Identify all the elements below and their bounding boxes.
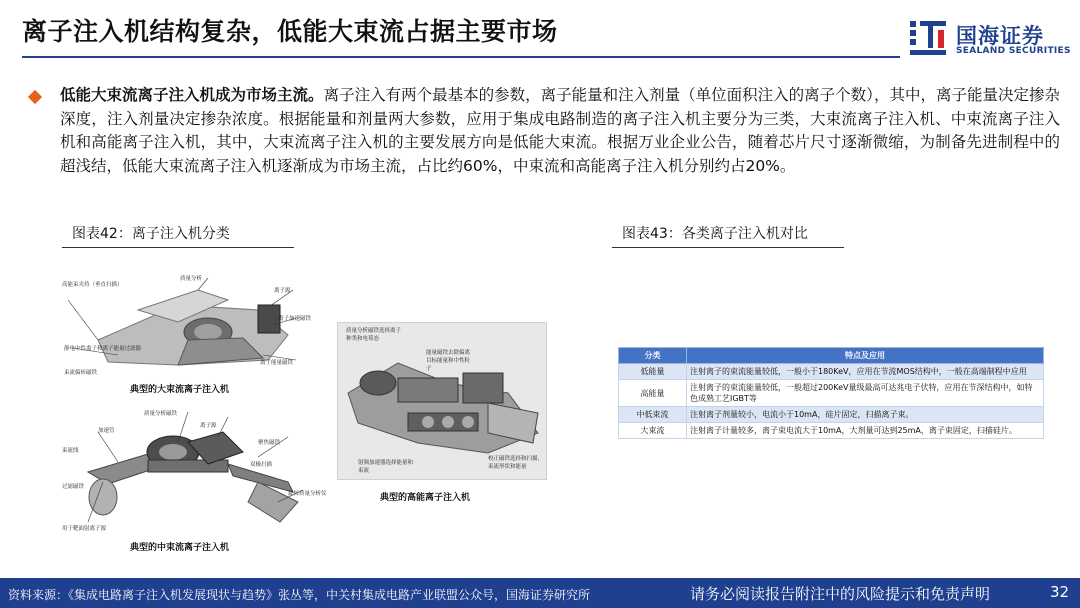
hc-label-1: 高能束夹持（垂直扫描） xyxy=(62,282,123,288)
page-number: 32 xyxy=(1050,583,1070,601)
high-energy-implanter-photo xyxy=(337,322,547,480)
mc-label-3: 离子源 xyxy=(200,423,217,429)
he-label-3: 射频加速器选择能量和束流 xyxy=(358,460,414,474)
diamond-bullet-icon xyxy=(28,90,42,104)
table-cell-category: 高能量 xyxy=(619,380,687,407)
sealand-logo-icon xyxy=(908,18,950,60)
summary-text xyxy=(60,84,1060,178)
table-header-category: 分类 xyxy=(619,348,687,364)
mc-label-6: 过滤磁铁 xyxy=(62,484,85,490)
logo-chinese-name: 国海证券 xyxy=(956,24,1044,48)
table-row xyxy=(619,380,1044,407)
hc-label-5: 静电中性离子和离子能量过滤器 xyxy=(64,346,142,352)
mc-label-8: 旋转质量分析仪 xyxy=(288,491,327,497)
logo-english-name: SEALAND SECURITIES xyxy=(956,46,1071,56)
table-cell-category: 中低束流 xyxy=(619,407,687,423)
table-cell-desc: 注射离子的束流能量较低，一般小于180KeV，应用在节流MOS结构中，一般在高端制程中应用 xyxy=(687,364,1044,380)
hc-label-7: 束流偏转磁铁 xyxy=(64,370,98,376)
figure43-caption: 图表43：各类离子注入机对比 xyxy=(622,226,808,242)
mc-label-1: 质量分析磁铁 xyxy=(144,411,178,417)
page-title: 离子注入机结构复杂，低能大束流占据主要市场 xyxy=(22,17,558,46)
he-label-4: 校正磁铁选择和扫描，束流形状和能量 xyxy=(488,456,544,470)
table-row xyxy=(619,407,1044,423)
table-row xyxy=(619,423,1044,439)
table-cell-category: 低能量 xyxy=(619,364,687,380)
mc-label-5: 聚焦磁铁 xyxy=(258,440,281,446)
footer-disclaimer: 请务必阅读报告附注中的风险提示和免责声明 xyxy=(690,585,991,603)
hc-label-3: 离子源 xyxy=(274,288,291,294)
figure42-caption-rule xyxy=(62,247,294,248)
mc-label-7: 双极扫描 xyxy=(250,462,273,468)
implanter-comparison-table xyxy=(618,347,1044,439)
summary-body: 离子注入有两个最基本的参数，离子能量和注入剂量（单位面积注入的离子个数），其中，离子能量决定掺杂深度，注入剂量决定掺杂浓度。根据能量和剂量两大参数，应用于集成电路制造的离子注入机主要分为三类，大束流离子注入机、中束流离子注入机和高能离子注入机，其中，大束流离子注入机的主要发展方向是低能大束流。根据万业企业公告，随着芯片尺寸逐渐微缩，为制备先进制程中的超浅结，低能大束流离子注入机逐渐成为市场主流，占比约60%，中束流和高能离子注入机分别约占20%。 xyxy=(60,86,1060,175)
footer-source: 资料来源：《集成电路离子注入机发展现状与趋势》张丛等，中关村集成电路产业联盟公众号，国海证券研究所 xyxy=(8,588,591,602)
table-header-features: 特点及应用 xyxy=(687,348,1044,364)
hc-label-2: 质量分析 xyxy=(180,276,203,282)
hc-label-6: 离子能量磁铁 xyxy=(260,360,294,366)
figure42-caption: 图表42：离子注入机分类 xyxy=(72,226,230,242)
header-divider xyxy=(22,56,900,58)
he-label-1: 质量分析磁铁选择离子种类和电荷态 xyxy=(346,328,402,342)
table-cell-category: 大束流 xyxy=(619,423,687,439)
table-header-row xyxy=(619,348,1044,364)
summary-lead: 低能大束流离子注入机成为市场主流。 xyxy=(60,86,324,104)
table-cell-desc: 注射离子剂量较小，电流小于10mA，硅片固定，扫描离子束。 xyxy=(687,407,1044,423)
slide-footer xyxy=(0,578,1080,608)
company-logo xyxy=(908,18,1071,62)
medium-current-implanter-illustration xyxy=(58,402,328,530)
medium-current-caption: 典型的中束流离子注入机 xyxy=(130,543,230,553)
high-energy-caption: 典型的高能离子注入机 xyxy=(380,493,471,503)
table-row xyxy=(619,364,1044,380)
high-current-caption: 典型的大束流离子注入机 xyxy=(130,385,230,395)
mc-label-2: 加速管 xyxy=(98,428,115,434)
he-label-2: 能量磁铁去除偏离目标能量和中性粒子 xyxy=(426,350,471,372)
table-cell-desc: 注射离子的束流能量较低，一般超过200KeV量级最高可达兆电子伏特，应用在节深结构中，如特色成熟工艺IGBT等 xyxy=(687,380,1044,407)
mc-label-4: 束流线 xyxy=(62,448,79,454)
figure43-caption-rule xyxy=(612,247,844,248)
mc-label-9: 用于靶面射离子源 xyxy=(62,526,107,532)
table-cell-desc: 注射离子计量较多，离子束电流大于10mA，大剂量可达到25mA，离子束固定，扫描硅片。 xyxy=(687,423,1044,439)
slide-header xyxy=(0,0,1080,70)
hc-label-4: 离子加速磁铁 xyxy=(278,316,312,322)
